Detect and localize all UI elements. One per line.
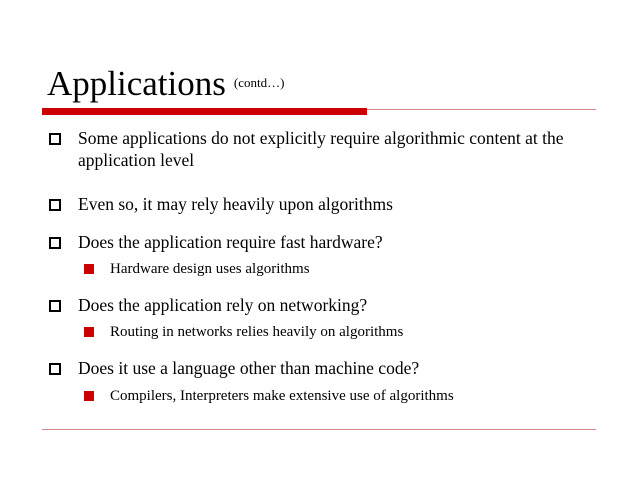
sub-bullet-item-3: [84, 259, 604, 279]
filled-red-square-bullet-icon: [84, 264, 94, 274]
title-underline-accent: [42, 108, 367, 115]
slide-title-suffix: (contd…): [233, 75, 285, 90]
bullet-text: Does it use a language other than machine code?: [78, 358, 420, 378]
slide-title: Applications: [47, 64, 226, 103]
slide-title-row: [47, 64, 284, 104]
hollow-square-bullet-icon: [49, 237, 61, 249]
hollow-square-bullet-icon: [49, 363, 61, 375]
bullet-text: Even so, it may rely heavily upon algorithms: [78, 194, 393, 214]
bullet-item-4: [49, 294, 609, 316]
bullet-item-5: [49, 357, 609, 379]
bullet-item-3: [49, 231, 609, 253]
filled-red-square-bullet-icon: [84, 327, 94, 337]
bullet-text: Does the application rely on networking?: [78, 295, 368, 315]
sub-bullet-text: Hardware design uses algorithms: [110, 261, 310, 277]
sub-bullet-item-4: [84, 322, 604, 342]
sub-bullet-item-5: [84, 386, 604, 406]
bullet-text: Some applications do not explicitly require algorithmic content at the application level: [78, 128, 564, 170]
hollow-square-bullet-icon: [49, 300, 61, 312]
hollow-square-bullet-icon: [49, 199, 61, 211]
bullet-text: Does the application require fast hardware?: [78, 232, 383, 252]
sub-bullet-text: Routing in networks relies heavily on algorithms: [110, 324, 404, 340]
bullet-item-2: [49, 193, 609, 215]
bullet-item-1: [49, 127, 609, 171]
filled-red-square-bullet-icon: [84, 391, 94, 401]
sub-bullet-text: Compilers, Interpreters make extensive use of algorithms: [110, 388, 454, 404]
hollow-square-bullet-icon: [49, 133, 61, 145]
bottom-divider: [42, 429, 596, 430]
